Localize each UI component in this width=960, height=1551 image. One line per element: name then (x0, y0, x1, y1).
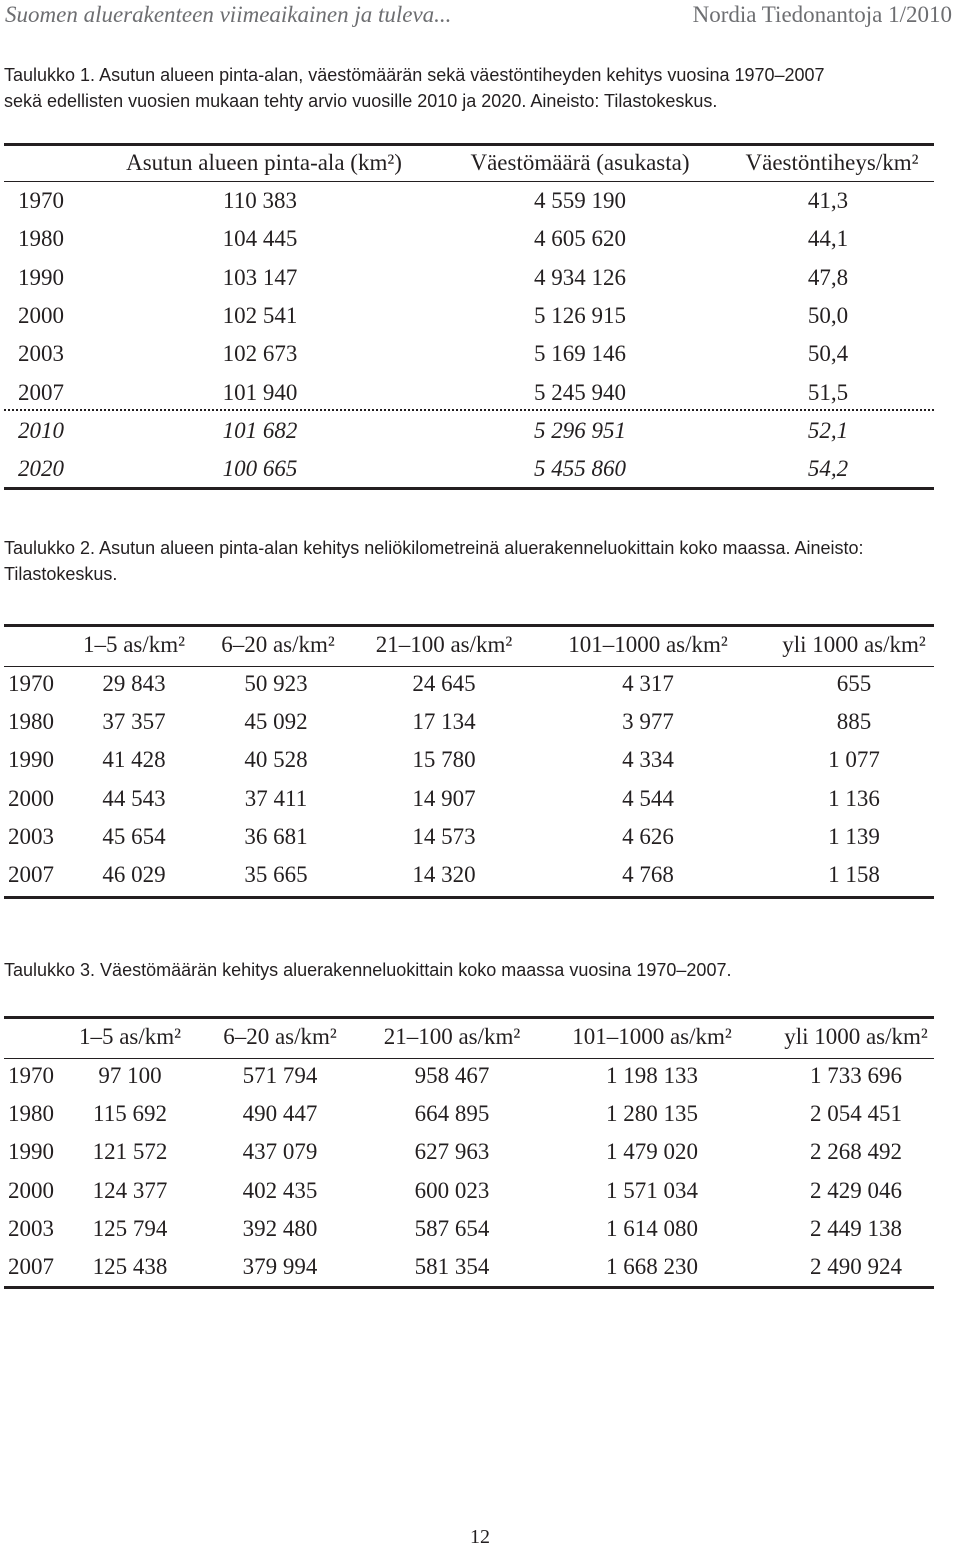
table2-value-cell: 14 573 (412, 824, 476, 849)
table1-population-cell: 5 126 915 (534, 303, 626, 328)
table2-value-cell: 37 411 (244, 786, 308, 811)
publication-title: Suomen aluerakenteen viimeaikainen ja tuleva... (5, 2, 452, 27)
table3-value-cell: 1 280 135 (606, 1101, 698, 1126)
table3-value-cell: 379 994 (242, 1254, 318, 1279)
table2-value-cell: 1 139 (828, 824, 880, 849)
table3-header-class-1: 1–5 as/km² (78, 1024, 182, 1049)
table3-value-cell: 1 733 696 (810, 1063, 902, 1088)
table3-value-cell: 587 654 (414, 1216, 490, 1241)
table3-value-cell: 1 198 133 (606, 1063, 698, 1088)
table2-header-class-1: 1–5 as/km² (82, 632, 186, 657)
table3-value-cell: 2 268 492 (810, 1139, 902, 1164)
table1-year-cell: 1980 (18, 226, 64, 251)
table1 (4, 143, 934, 493)
table3-year-cell: 2000 (8, 1178, 54, 1203)
table1-year-cell: 2000 (18, 303, 64, 328)
table3-value-cell: 124 377 (92, 1178, 168, 1203)
table1-top-rule (4, 143, 934, 146)
table1-header-population: Väestömäärä (asukasta) (470, 150, 690, 175)
table2-value-cell: 50 923 (244, 671, 308, 696)
table1-area-cell: 110 383 (223, 188, 297, 213)
table2-header-class-3: 21–100 as/km² (375, 632, 513, 657)
table2-value-cell: 4 768 (622, 862, 674, 887)
table2-year-cell: 2003 (8, 824, 54, 849)
table2 (4, 624, 934, 904)
table2-value-cell: 40 528 (244, 747, 308, 772)
table3-bottom-rule (4, 1286, 934, 1289)
table3-caption (4, 957, 731, 983)
table1-area-cell: 102 673 (222, 341, 298, 366)
table1-density-cell: 52,1 (807, 418, 849, 443)
table1-density-cell: 50,0 (807, 303, 849, 328)
table2-header-class-2: 6–20 as/km² (221, 632, 335, 657)
table1-population-cell: 5 296 951 (534, 418, 626, 443)
table3-header-class-2: 6–20 as/km² (223, 1024, 337, 1049)
table1-area-cell: 103 147 (222, 265, 298, 290)
table1-area-cell: 104 445 (222, 226, 298, 251)
table1-area-cell: 101 682 (222, 418, 298, 443)
table2-caption (4, 535, 864, 587)
table1-year-cell: 1970 (18, 188, 64, 213)
table2-value-cell: 36 681 (244, 824, 308, 849)
table1-population-cell: 5 455 860 (534, 456, 626, 481)
table2-value-cell: 35 665 (244, 862, 308, 887)
table2-value-cell: 1 077 (828, 747, 880, 772)
table3-year-cell: 1970 (8, 1063, 54, 1088)
table3-value-cell: 1 668 230 (606, 1254, 698, 1279)
table1-population-cell: 4 559 190 (534, 188, 626, 213)
table3-value-cell: 125 794 (92, 1216, 168, 1241)
table1-area-cell: 102 541 (222, 303, 298, 328)
table2-value-cell: 44 543 (102, 786, 166, 811)
table2-value-cell: 14 320 (412, 862, 476, 887)
table1-year-cell: 2003 (18, 341, 64, 366)
table1-caption (4, 62, 825, 114)
table3-year-cell: 2003 (8, 1216, 54, 1241)
table2-year-cell: 1970 (8, 671, 54, 696)
table1-density-cell: 50,4 (807, 341, 849, 366)
table1-year-cell: 1990 (18, 265, 64, 290)
table2-year-cell: 2007 (8, 862, 54, 887)
table1-header-area: Asutun alueen pinta-ala (km²) (126, 150, 402, 175)
table2-value-cell: 17 134 (412, 709, 476, 734)
table3-value-cell: 125 438 (92, 1254, 168, 1279)
table2-header-class-5: yli 1000 as/km² (782, 632, 926, 657)
table2-value-cell: 45 654 (102, 824, 166, 849)
table1-population-cell: 5 169 146 (534, 341, 626, 366)
table3-value-cell: 600 023 (414, 1178, 490, 1203)
table3-value-cell: 571 794 (242, 1063, 318, 1088)
table2-caption-line2: Tilastokeskus. (4, 564, 118, 584)
table1-population-cell: 4 934 126 (534, 265, 626, 290)
table3-header-class-5: yli 1000 as/km² (784, 1024, 928, 1049)
table3-value-cell: 2 449 138 (810, 1216, 902, 1241)
table1-forecast-divider (4, 409, 934, 411)
table2-value-cell: 655 (836, 671, 872, 696)
table3-value-cell: 958 467 (414, 1063, 490, 1088)
table1-area-cell: 100 665 (222, 456, 298, 481)
table1-year-cell: 2010 (18, 418, 64, 443)
page-number: 12 (470, 1526, 490, 1548)
table2-value-cell: 4 317 (622, 671, 674, 696)
table1-density-cell: 41,3 (807, 188, 849, 213)
table3-value-cell: 2 429 046 (810, 1178, 902, 1203)
table1-header-rule (4, 181, 934, 182)
table3-year-cell: 1980 (8, 1101, 54, 1126)
table1-density-cell: 47,8 (807, 265, 849, 290)
table3-value-cell: 97 100 (98, 1063, 162, 1088)
table2-value-cell: 885 (836, 709, 872, 734)
table1-year-cell: 2020 (18, 456, 64, 481)
table2-value-cell: 4 626 (622, 824, 674, 849)
table2-value-cell: 24 645 (412, 671, 476, 696)
table3-value-cell: 437 079 (242, 1139, 318, 1164)
table2-value-cell: 1 158 (828, 862, 880, 887)
table2-year-cell: 2000 (8, 786, 54, 811)
table2-top-rule (4, 624, 934, 627)
table3-caption-line1: Taulukko 3. Väestömäärän kehitys aluerakenneluokittain koko maassa vuosina 1970–2007. (4, 960, 732, 980)
table1-area-cell: 101 940 (222, 380, 298, 405)
table3-value-cell: 1 479 020 (606, 1139, 698, 1164)
table2-header-class-4: 101–1000 as/km² (568, 632, 728, 657)
table3-value-cell: 2 490 924 (810, 1254, 902, 1279)
table2-value-cell: 45 092 (244, 709, 308, 734)
table3-header-class-4: 101–1000 as/km² (572, 1024, 732, 1049)
table2-value-cell: 46 029 (102, 862, 166, 887)
table1-caption-line1: Taulukko 1. Asutun alueen pinta-alan, väestömäärän sekä väestöntiheyden kehitys vuosina 1970–2007 (4, 65, 825, 85)
table1-caption-line2: sekä edellisten vuosien mukaan tehty arvio vuosille 2010 ja 2020. Aineisto: Tilastokeskus. (4, 91, 718, 111)
table3-header-class-3: 21–100 as/km² (383, 1024, 521, 1049)
running-header (0, 0, 960, 34)
table2-value-cell: 1 136 (828, 786, 880, 811)
table3-value-cell: 402 435 (242, 1178, 318, 1203)
table1-population-cell: 4 605 620 (534, 226, 626, 251)
table2-value-cell: 4 544 (622, 786, 674, 811)
table1-bottom-rule (4, 487, 934, 490)
table3-value-cell: 581 354 (414, 1254, 490, 1279)
table1-population-cell: 5 245 940 (534, 380, 626, 405)
table3-header-rule (4, 1058, 934, 1059)
table3-value-cell: 115 692 (93, 1101, 167, 1126)
table1-density-cell: 44,1 (807, 226, 849, 251)
table3-value-cell: 490 447 (242, 1101, 318, 1126)
table2-value-cell: 41 428 (102, 747, 166, 772)
table3 (4, 1016, 934, 1296)
table3-value-cell: 392 480 (242, 1216, 318, 1241)
table2-value-cell: 37 357 (102, 709, 166, 734)
table2-caption-line1: Taulukko 2. Asutun alueen pinta-alan kehitys neliökilometreinä aluerakenneluokittain koko maassa. Aineisto: (4, 538, 864, 558)
table2-value-cell: 29 843 (102, 671, 166, 696)
table1-density-cell: 51,5 (807, 380, 849, 405)
table3-value-cell: 2 054 451 (810, 1101, 902, 1126)
table2-year-cell: 1990 (8, 747, 54, 772)
table3-year-cell: 2007 (8, 1254, 54, 1279)
table3-value-cell: 664 895 (414, 1101, 490, 1126)
table1-year-cell: 2007 (18, 380, 64, 405)
table2-value-cell: 15 780 (412, 747, 476, 772)
table1-header-density: Väestöntiheys/km² (745, 150, 919, 175)
table3-value-cell: 1 571 034 (606, 1178, 698, 1203)
table2-year-cell: 1980 (8, 709, 54, 734)
table2-header-rule (4, 666, 934, 667)
table1-density-cell: 54,2 (807, 456, 849, 481)
table2-value-cell: 4 334 (622, 747, 674, 772)
table2-bottom-rule (4, 896, 934, 899)
table3-value-cell: 121 572 (92, 1139, 168, 1164)
table3-year-cell: 1990 (8, 1139, 54, 1164)
table2-value-cell: 14 907 (412, 786, 476, 811)
table3-value-cell: 1 614 080 (606, 1216, 698, 1241)
table3-top-rule (4, 1016, 934, 1019)
table2-value-cell: 3 977 (622, 709, 674, 734)
series-title: Nordia Tiedonantoja 1/2010 (692, 2, 952, 27)
table3-value-cell: 627 963 (414, 1139, 490, 1164)
